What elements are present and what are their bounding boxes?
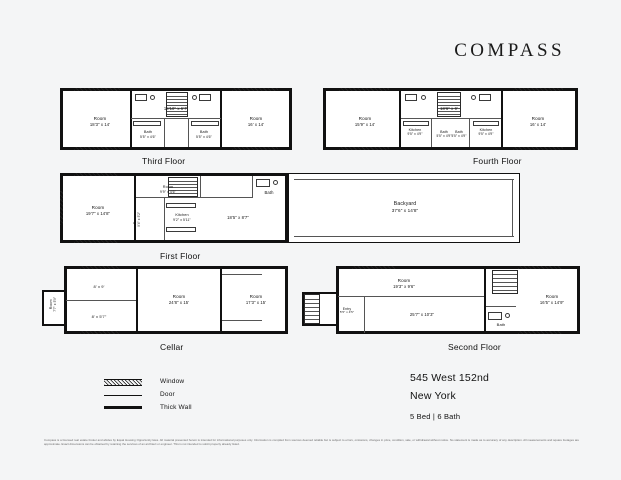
room-label: Room 16'5" x 14'9" xyxy=(539,294,565,305)
room-label: Bath 5'5" x 4'9" xyxy=(436,130,452,139)
room-label: Room 9'4" x 5'2" xyxy=(132,211,142,227)
counter-fixture xyxy=(133,121,161,126)
window-icon xyxy=(74,240,118,243)
legend xyxy=(104,375,192,414)
legend-row-window xyxy=(104,375,192,388)
floor-label: Fourth Floor xyxy=(473,156,522,166)
bathtub-fixture xyxy=(405,94,417,101)
interior-wall xyxy=(130,91,132,147)
backyard-inner-edge xyxy=(294,179,514,180)
counter-fixture xyxy=(473,121,499,126)
room-label: Room 24'8" x 15' xyxy=(168,294,190,305)
bathtub-fixture xyxy=(135,94,147,101)
window-icon xyxy=(513,88,563,91)
interior-wall xyxy=(484,269,486,331)
interior-wall xyxy=(131,118,221,119)
property-beds-baths: 5 Bed | 6 Bath xyxy=(410,412,461,421)
window-icon xyxy=(232,88,278,91)
room-label: 8' x 5'7" xyxy=(91,314,107,319)
window-icon xyxy=(74,173,118,176)
window-icon xyxy=(339,147,389,150)
staircase xyxy=(492,270,518,294)
floor-label: First Floor xyxy=(160,251,201,261)
interior-wall xyxy=(364,297,365,333)
bathtub-fixture xyxy=(199,94,211,101)
interior-wall xyxy=(200,176,201,198)
counter-fixture xyxy=(403,121,429,126)
room-label: 25'7" x 10'3" xyxy=(409,312,435,317)
room-label: 18'6" x 9' xyxy=(440,106,458,111)
first-floor-plan xyxy=(60,173,520,261)
fourth-floor-plan xyxy=(323,88,578,166)
counter-fixture xyxy=(166,203,196,208)
interior-wall xyxy=(164,198,165,240)
property-address: 545 West 152nd xyxy=(410,372,490,384)
window-icon xyxy=(74,88,120,91)
staircase xyxy=(437,92,461,117)
interior-wall xyxy=(220,269,222,331)
interior-wall xyxy=(136,269,138,331)
sink-fixture xyxy=(150,95,155,100)
door-line-icon xyxy=(104,391,150,399)
floor-label: Third Floor xyxy=(142,156,186,166)
address-block xyxy=(410,372,489,421)
interior-wall xyxy=(200,197,252,198)
room-label: 18'10" x 6'7" xyxy=(163,106,189,111)
interior-wall xyxy=(401,118,501,119)
legend-row-thick-wall xyxy=(104,401,192,414)
room-label: 18'5" x 8'7" xyxy=(227,215,249,220)
room-label: Room 18'3" x 14' xyxy=(89,116,111,127)
room-label: Bath xyxy=(496,322,506,327)
room-label: Room 17'3" x 15' xyxy=(245,294,267,305)
thick-wall-icon xyxy=(104,404,150,412)
room-label: Bath 5'5" x 4'9" xyxy=(451,130,467,139)
interior-wall xyxy=(188,119,189,147)
room-label: Entry 5'5" x 4'5" xyxy=(339,307,355,315)
room-label: Bath xyxy=(264,190,274,195)
legend-row-door xyxy=(104,388,192,401)
sink-fixture xyxy=(192,95,197,100)
bathtub-fixture xyxy=(256,179,270,187)
room-label: Room 15'9" x 14' xyxy=(354,116,376,127)
staircase xyxy=(304,294,320,324)
room-label: Room 16' x 14' xyxy=(529,116,547,127)
sink-fixture xyxy=(273,180,278,185)
window-icon xyxy=(232,147,278,150)
window-icon xyxy=(339,88,389,91)
floor-label: Second Floor xyxy=(448,342,501,352)
interior-wall xyxy=(486,306,516,307)
counter-fixture xyxy=(191,121,219,126)
room-label: Bath 5'5" x 4'6" xyxy=(140,130,156,139)
second-floor-plan xyxy=(296,262,580,354)
sink-fixture xyxy=(505,313,510,318)
staircase xyxy=(166,92,188,117)
legend-label: Window xyxy=(160,378,185,385)
counter-fixture xyxy=(166,227,196,232)
interior-wall xyxy=(338,296,484,297)
interior-wall xyxy=(252,176,253,198)
room-label: Bath 5'5" x 4'6" xyxy=(196,130,212,139)
window-icon xyxy=(80,331,120,334)
interior-wall xyxy=(222,274,262,275)
window-icon xyxy=(513,147,563,150)
room-label: 8' x 9' xyxy=(93,284,105,289)
window-icon xyxy=(60,191,63,225)
interior-wall xyxy=(220,91,222,147)
sink-fixture xyxy=(471,95,476,100)
disclaimer-text: Compass is a licensed real estate broker and abides by Equal Housing Opportunity laws. All material presented herein is intended for informational purposes only. Information is compiled from sources deemed reliable but is subject to errors, omissions, changes in price, condition, sale, or withdrawal without notice. No statement is made as to accuracy of any description. All measurements and square footages are approximate. Exact dimensions can be obtained by retaining the services of an architect or engineer. This is not intended to solicit property already listed. xyxy=(44,438,579,447)
window-icon xyxy=(352,266,396,269)
window-icon xyxy=(518,266,562,269)
window-icon xyxy=(80,266,120,269)
property-city: New York xyxy=(410,390,456,402)
room-label: Backyard 37'6" x 14'8" xyxy=(391,201,419,213)
room-label: Room 9'9" x 4'6" xyxy=(160,185,176,194)
floor-label: Cellar xyxy=(160,342,184,352)
legend-label: Door xyxy=(160,391,175,398)
room-label: Room 7'7" x 5'9" xyxy=(48,296,58,312)
window-icon xyxy=(518,331,562,334)
room-label: Room 19'7" x 14'8" xyxy=(85,205,111,216)
room-label: Room 19'3" x 9'6" xyxy=(393,278,415,289)
bathtub-fixture xyxy=(479,94,491,101)
backyard-inner-edge xyxy=(512,179,513,237)
room-label: Room 16' x 14' xyxy=(247,116,265,127)
room-label: Kitchen 9'5" x 4'9" xyxy=(407,128,423,137)
interior-wall xyxy=(136,197,200,198)
window-hatch-icon xyxy=(104,378,150,386)
interior-wall xyxy=(66,300,136,301)
sink-fixture xyxy=(421,95,426,100)
interior-wall xyxy=(501,91,503,147)
bathtub-fixture xyxy=(488,312,502,320)
interior-wall xyxy=(222,320,262,321)
window-icon xyxy=(74,147,120,150)
compass-logo: COMPASS xyxy=(454,40,565,61)
backyard-inner-edge xyxy=(294,236,514,237)
interior-wall xyxy=(164,119,165,147)
interior-wall xyxy=(399,91,401,147)
room-label: Kitchen 9'2" x 5'11" xyxy=(173,213,191,222)
room-label: Kitchen 9'5" x 4'9" xyxy=(478,128,494,137)
third-floor-plan xyxy=(60,88,292,166)
cellar-plan xyxy=(40,262,288,354)
legend-label: Thick Wall xyxy=(160,404,192,411)
